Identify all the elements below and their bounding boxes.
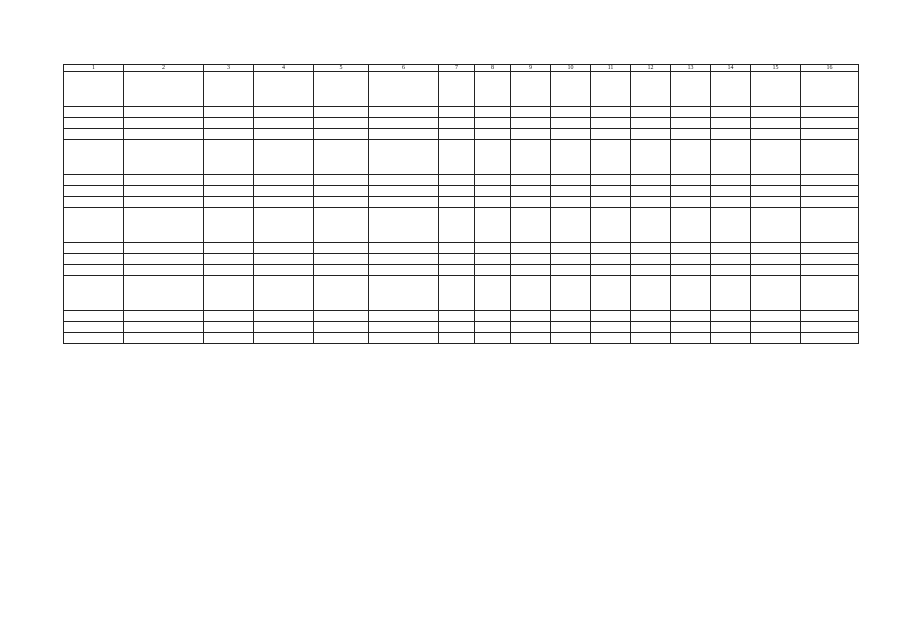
column-number: 5 <box>314 65 369 72</box>
table-row <box>64 129 859 140</box>
column-number: 16 <box>801 65 859 72</box>
column-number: 3 <box>204 65 254 72</box>
table-row <box>64 333 859 344</box>
column-number: 15 <box>751 65 801 72</box>
column-number: 2 <box>124 65 204 72</box>
table-row <box>64 197 859 208</box>
table-row <box>64 254 859 265</box>
column-number: 10 <box>551 65 591 72</box>
table-row <box>64 140 859 175</box>
column-number: 12 <box>631 65 671 72</box>
table-row <box>64 72 859 107</box>
table-row <box>64 208 859 243</box>
table-row <box>64 118 859 129</box>
column-number: 13 <box>671 65 711 72</box>
column-number: 9 <box>511 65 551 72</box>
column-number: 14 <box>711 65 751 72</box>
column-number: 7 <box>439 65 475 72</box>
column-number: 8 <box>475 65 511 72</box>
table-row <box>64 186 859 197</box>
table-row <box>64 265 859 276</box>
table-row <box>64 107 859 118</box>
column-number: 6 <box>369 65 439 72</box>
table-row <box>64 276 859 311</box>
table-row <box>64 175 859 186</box>
column-number: 11 <box>591 65 631 72</box>
budget-table <box>63 64 859 344</box>
table-row <box>64 322 859 333</box>
table-row <box>64 311 859 322</box>
column-number-row <box>64 65 859 72</box>
column-number: 4 <box>254 65 314 72</box>
column-number: 1 <box>64 65 124 72</box>
table-row <box>64 243 859 254</box>
